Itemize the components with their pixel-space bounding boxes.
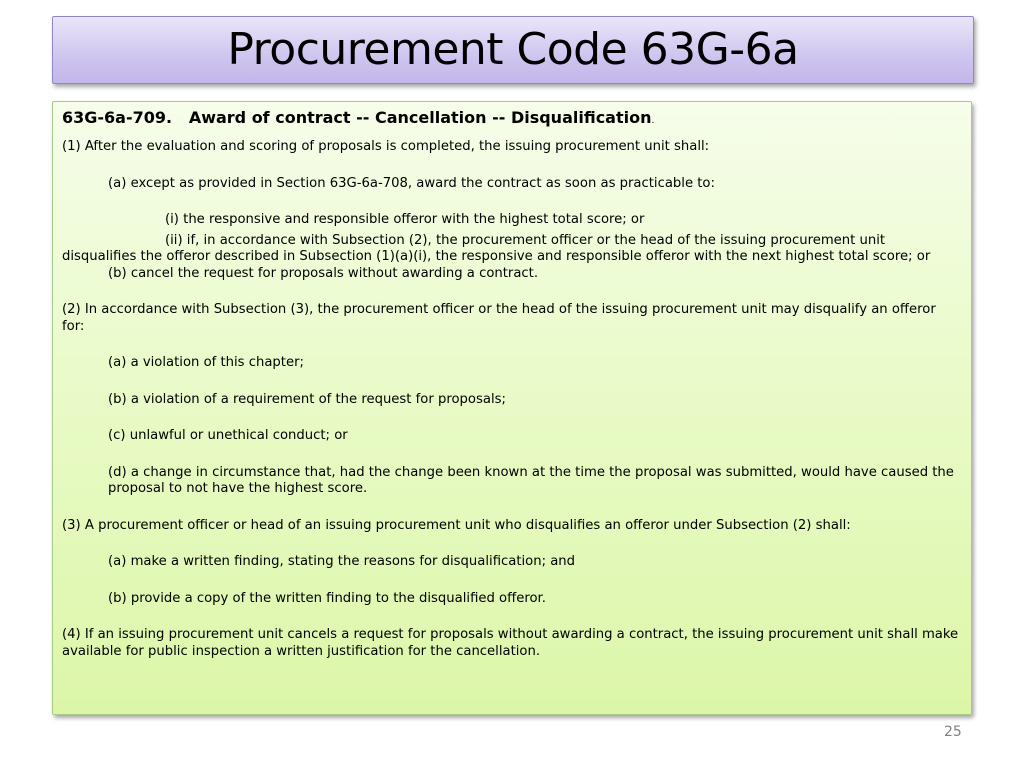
heading-code: 63G-6a-709	[62, 108, 167, 127]
paragraph-2d: (d) a change in circumstance that, had the change been known at the time the proposal was submitted, would have caused the proposal to not have the highest score.	[108, 464, 954, 496]
heading-end-dot: .	[651, 116, 655, 126]
paragraph-1a-i: (i) the responsive and responsible offeror with the highest total score; or	[165, 212, 645, 227]
paragraph-1a-ii: (ii) if, in accordance with Subsection (2), the procurement officer or the head of the issuing procurement unit disqualifies the offeror described in Subsection (1)(a)(i), the responsive and responsible offeror with the next highest total score; or	[62, 232, 931, 264]
paragraph-3: (3) A procurement officer or head of an issuing procurement unit who disqualifies an offeror under Subsection (2) shall:	[62, 517, 851, 533]
paragraph-3b: (b) provide a copy of the written finding to the disqualified offeror.	[108, 590, 546, 606]
paragraph-1: (1) After the evaluation and scoring of proposals is completed, the issuing procurement unit shall:	[62, 139, 710, 154]
slide-title: Procurement Code 63G-6a	[227, 24, 799, 75]
page-number: 25	[944, 724, 962, 740]
section-heading	[62, 108, 962, 131]
paragraph-2a: (a) a violation of this chapter;	[108, 355, 304, 370]
paragraph-2b: (b) a violation of a requirement of the request for proposals;	[108, 391, 506, 407]
paragraph-2c: (c) unlawful or unethical conduct; or	[108, 428, 348, 443]
paragraph-2: (2) In accordance with Subsection (3), the procurement officer or the head of the issuing procurement unit may disqualify an offeror for:	[62, 302, 936, 334]
heading-dot: .	[166, 108, 173, 127]
slide-title-box	[52, 16, 974, 84]
content-box	[52, 101, 972, 715]
paragraph-1a: (a) except as provided in Section 63G-6a-708, award the contract as soon as practicable to:	[108, 175, 715, 191]
paragraph-3a: (a) make a written finding, stating the reasons for disqualification; and	[108, 554, 576, 569]
paragraph-4: (4) If an issuing procurement unit cancels a request for proposals without awarding a contract, the issuing procurement unit shall make available for public inspection a written justification for the cancellation.	[62, 627, 959, 659]
heading-title: Award of contract -- Cancellation -- Disqualification	[188, 108, 652, 127]
paragraph-1b: (b) cancel the request for proposals without awarding a contract.	[108, 265, 539, 281]
content-text	[62, 108, 962, 660]
